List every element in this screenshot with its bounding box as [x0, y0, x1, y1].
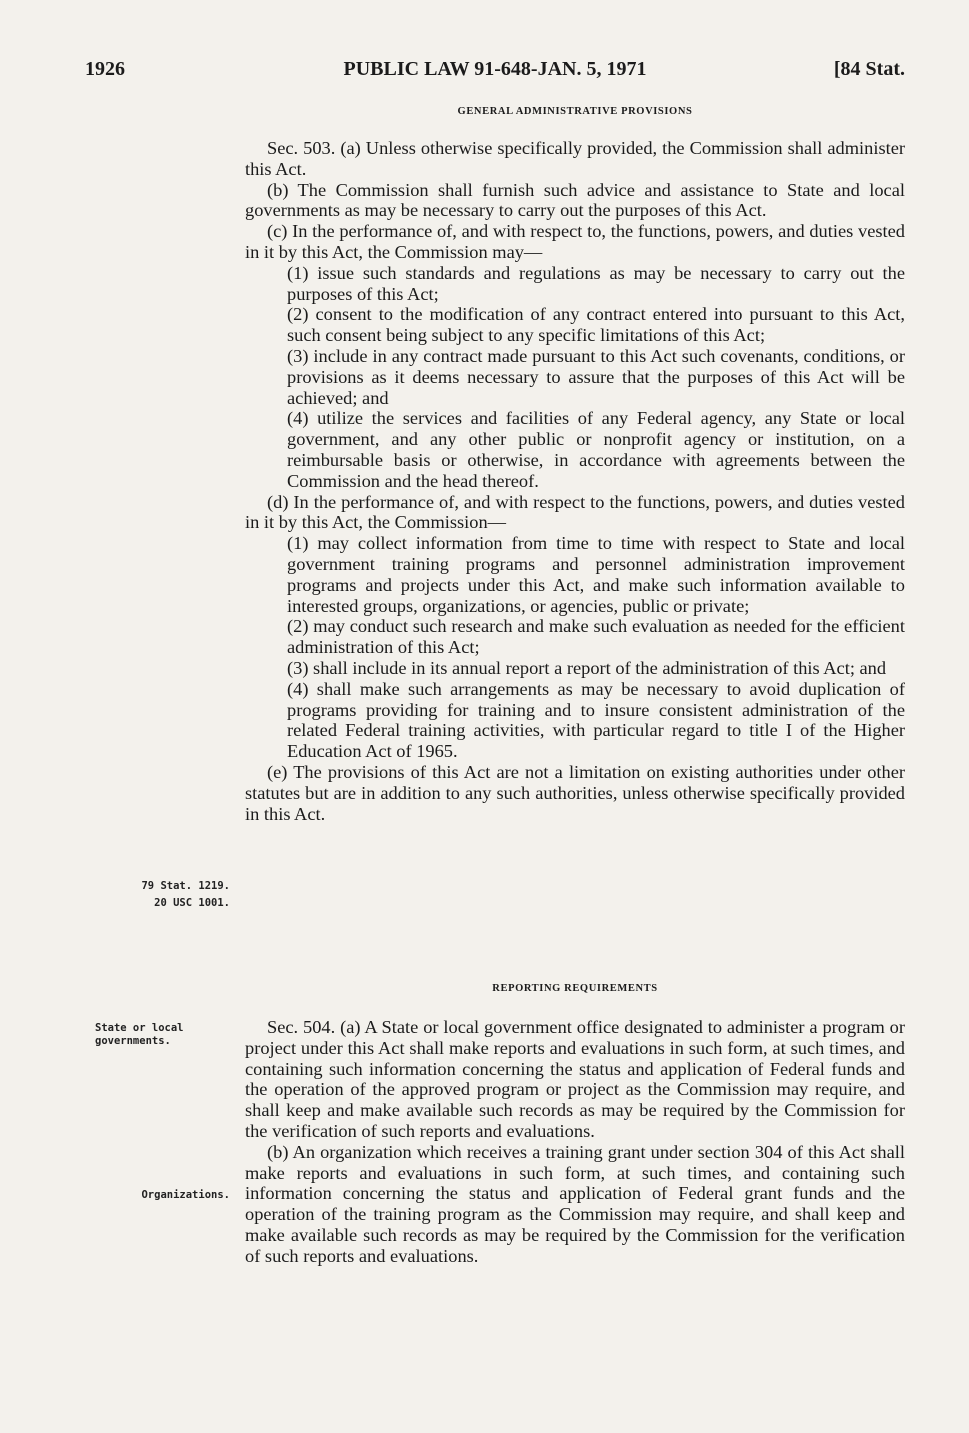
sec503-d-item: (2) may conduct such research and make such evaluation as needed for the efficient administration of this Act; — [287, 616, 905, 658]
margin-note-stat-citation: 79 Stat. 1219. — [141, 880, 230, 892]
page-header — [85, 58, 905, 88]
sec503-c-item: (3) include in any contract made pursuant to this Act such covenants, conditions, or provisions as it deems necessary to assure that the purposes of this Act will be achieved; and — [287, 345, 905, 408]
section-heading-reporting: REPORTING REQUIREMENTS — [492, 983, 658, 994]
sec503-c-item: (4) utilize the services and facilities of any Federal agency, any State or local government, and any other public or nonprofit agency or institution, on a reimbursable basis or otherwise, in accordance with agreements between the Commission and the head thereof. — [287, 408, 905, 491]
sec503-c-item: (1) issue such standards and regulations as may be necessary to carry out the purposes of this Act; — [287, 262, 905, 304]
sec503-d-item: (3) shall include in its annual report a report of the administration of this Act; and — [287, 657, 887, 678]
sec503-paragraph-b: (b) The Commission shall furnish such advice and assistance to State and local governments as may be necessary to carry out the purposes of this Act. — [245, 179, 905, 221]
sec503-paragraph-e: (e) The provisions of this Act are not a limitation on existing authorities under other statutes but are in addition to any such authorities, unless otherwise specifically provided in this Act. — [245, 761, 905, 824]
sec504-paragraph-a: Sec. 504. (a) A State or local government office designated to administer a program or project under this Act shall make reports and evaluations in such form, at such times, and containing such information concerning the status and application of Federal funds and the operation of the approved program or project as the Commission may require, and shall keep and make available such records as may be required by the Commission for the verification of such reports and evaluations. — [245, 1017, 905, 1141]
section-503 — [245, 138, 905, 824]
sec503-d-item: (1) may collect information from time to time with respect to State and local government training programs and personnel administration improvement programs and projects under this Act, and make such information available to interested groups, organizations, or agencies, public or private; — [287, 533, 905, 616]
margin-note-usc-citation: 20 USC 1001. — [154, 897, 230, 909]
margin-note-state-local: State or local governments. — [95, 1022, 184, 1047]
sec503-d-item: (4) shall make such arrangements as may be necessary to avoid duplication of programs providing for training and to insure consistent administration of the related Federal training activities, with particular regard to title I of the Higher Education Act of 1965. — [287, 678, 905, 762]
page-title: PUBLIC LAW 91-648-JAN. 5, 1971 — [343, 58, 647, 80]
sec503-paragraph-c-intro: (c) In the performance of, and with respect to, the functions, powers, and duties vested in it by this Act, the Commission may— — [245, 221, 905, 262]
section-504 — [245, 1017, 905, 1267]
section-heading-general: GENERAL ADMINISTRATIVE PROVISIONS — [457, 106, 693, 117]
sec503-paragraph-d-intro: (d) In the performance of, and with respect to the functions, powers, and duties vested in it by this Act, the Commission— — [245, 491, 905, 533]
margin-note-organizations: Organizations. — [141, 1189, 230, 1201]
stat-reference: [84 Stat. — [833, 58, 905, 80]
sec504-paragraph-b: (b) An organization which receives a training grant under section 304 of this Act shall make reports and evaluations in such form, at such times, and containing such information concerning the status and application of Federal grant funds and the operation of the training program as the Commission may require, and shall keep and make available such records as may be required by the Commission for the verification of such reports and evaluations. — [245, 1141, 905, 1266]
sec503-paragraph-a: Sec. 503. (a) Unless otherwise specifically provided, the Commission shall administer this Act. — [245, 138, 905, 179]
sec503-c-item: (2) consent to the modification of any contract entered into pursuant to this Act, such consent being subject to any specific limitations of this Act; — [287, 304, 905, 346]
page-number: 1926 — [85, 58, 125, 80]
